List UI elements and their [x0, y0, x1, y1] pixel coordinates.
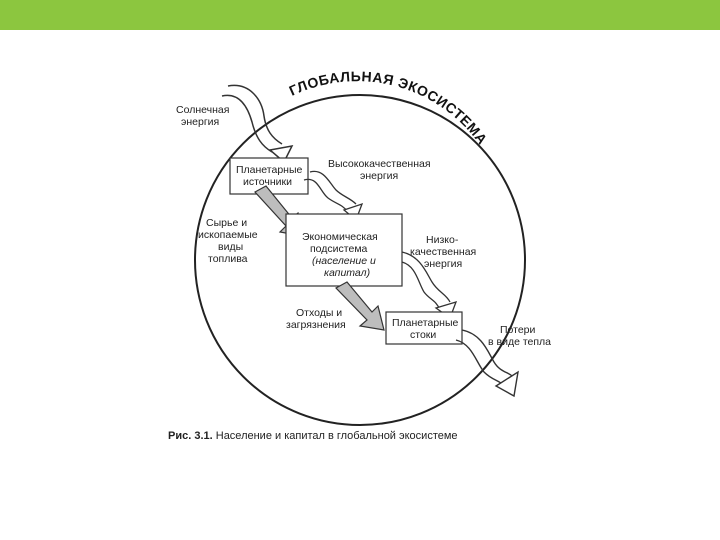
high-quality-energy-label: Высококачественная энергия — [328, 158, 431, 182]
planetary-sinks-label: Планетарные стоки — [392, 317, 459, 341]
economic-subsystem-label: Экономическая подсистема — [302, 231, 378, 255]
solar-energy-arrow — [222, 85, 292, 162]
figure-caption-text: Население и капитал в глобальной экосистеме — [215, 430, 458, 442]
economic-subsystem-note: (население и капитал) — [312, 255, 376, 279]
ecosystem-title: ГЛОБАЛЬНАЯ ЭКОСИСТЕМА — [286, 68, 491, 148]
low-quality-energy-label: Низко- качественная энергия — [410, 234, 477, 270]
figure-caption — [168, 430, 458, 442]
solar-energy-label: Солнечная энергия — [176, 104, 230, 128]
waste-label: Отходы и загрязнения — [286, 307, 346, 331]
raw-materials-label: Сырье и ископаемые виды топлива — [198, 217, 258, 265]
figure-number: Рис. 3.1. — [168, 430, 213, 442]
heat-losses-label: Потери в виде тепла — [488, 324, 552, 348]
planetary-sources-label: Планетарные источники — [236, 164, 303, 188]
high-quality-energy-arrow — [304, 171, 362, 220]
